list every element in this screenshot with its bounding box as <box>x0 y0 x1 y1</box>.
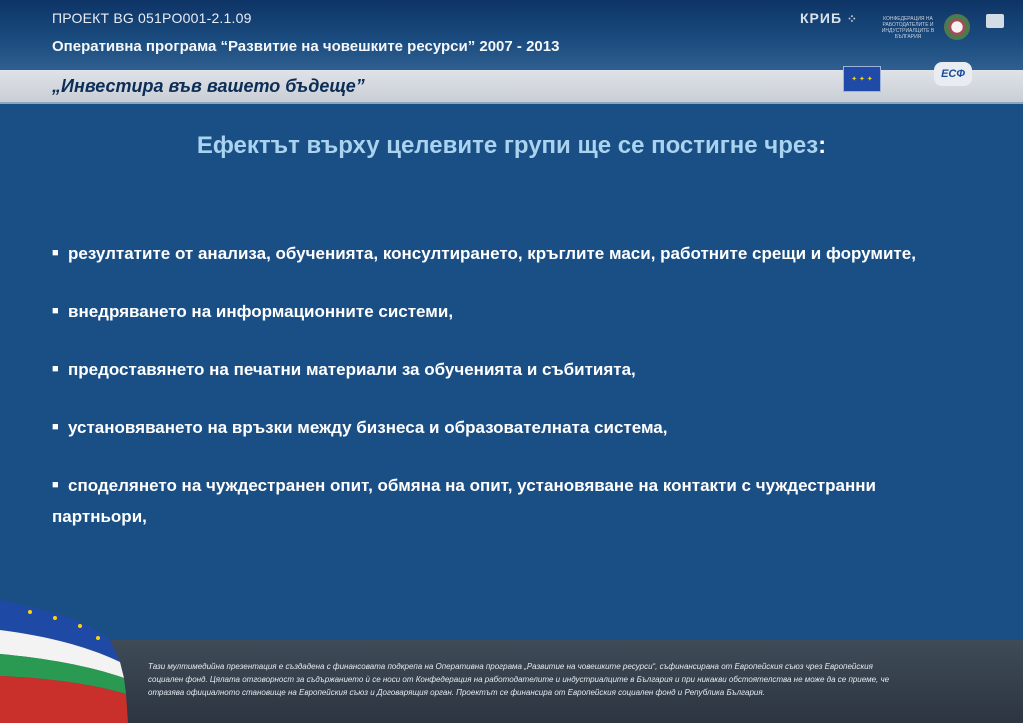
square-bullet-icon: ■ <box>52 363 59 375</box>
slogan: „Инвестира във вашето бъдеще” <box>52 76 365 96</box>
program-title: Оперативна програма “Развитие на човешките ресурси” 2007 - 2013 <box>52 38 560 55</box>
list-item-text: установяването на връзки между бизнеса и образователната система, <box>68 418 668 437</box>
heading-text: Ефектът върху целевите групи ще се постигне чрез <box>196 132 819 159</box>
list-item <box>52 238 952 269</box>
esf-logo: ЕСФ <box>934 62 972 86</box>
square-bullet-icon: ■ <box>52 421 59 433</box>
flag-graphic <box>0 590 135 723</box>
list-item <box>52 412 952 443</box>
bulgaria-eu-flag-icon <box>0 590 135 723</box>
project-code: ПРОЕКТ BG 051PO001-2.1.09 <box>52 10 252 26</box>
page-title <box>0 132 1023 160</box>
square-bullet-icon: ■ <box>52 305 59 317</box>
krib-logo <box>800 10 880 40</box>
list-item <box>52 470 952 532</box>
list-item-text: споделянето на чуждестранен опит, обмяна на опит, установяване на контакти с чуждестранни партньори, <box>52 476 876 526</box>
bullet-list <box>52 238 952 559</box>
employers-logo-icon <box>944 14 970 40</box>
list-item <box>52 354 952 385</box>
menu-icon <box>986 14 1004 28</box>
list-item <box>52 296 952 327</box>
list-item-text: внедряването на информационните системи, <box>68 302 454 321</box>
footer-disclaimer: Тази мултимедийна презентация е създадена с финансовата подкрепа на Оперативна програма „Развитие на човешките ресурси“, съфинансирана от Европейския съюз чрез Европейския социален фонд. Цялата отговорност за съдържанието ѝ се носи от Конфедерация на работодателите и индустриалците в България и при никакви обстоятелства не може да се приеме, че отразява официалното становище на Европейския съюз и Договарящия орган. Проектът се финансира от Европейския социален фонд и Република България. <box>148 662 890 697</box>
dots-icon: ⁘ <box>846 12 858 26</box>
eu-stars-icon: ✦ ✦ ✦ <box>851 76 873 83</box>
eu-flag-icon <box>843 66 881 92</box>
krib-logo-text: КРИБ <box>800 10 843 26</box>
list-item-text: резултатите от анализа, обученията, консултирането, кръглите маси, работните срещи и форумите, <box>68 244 916 263</box>
konfederation-logo-text: КОНФЕДЕРАЦИЯ НА РАБОТОДАТЕЛИТЕ И ИНДУСТРИАЛЦИТЕ В БЪЛГАРИЯ <box>881 16 935 40</box>
heading-colon: : <box>818 132 827 159</box>
list-item-text: предоставянето на печатни материали за обученията и събитията, <box>68 360 636 379</box>
square-bullet-icon: ■ <box>52 247 59 259</box>
square-bullet-icon: ■ <box>52 479 59 491</box>
